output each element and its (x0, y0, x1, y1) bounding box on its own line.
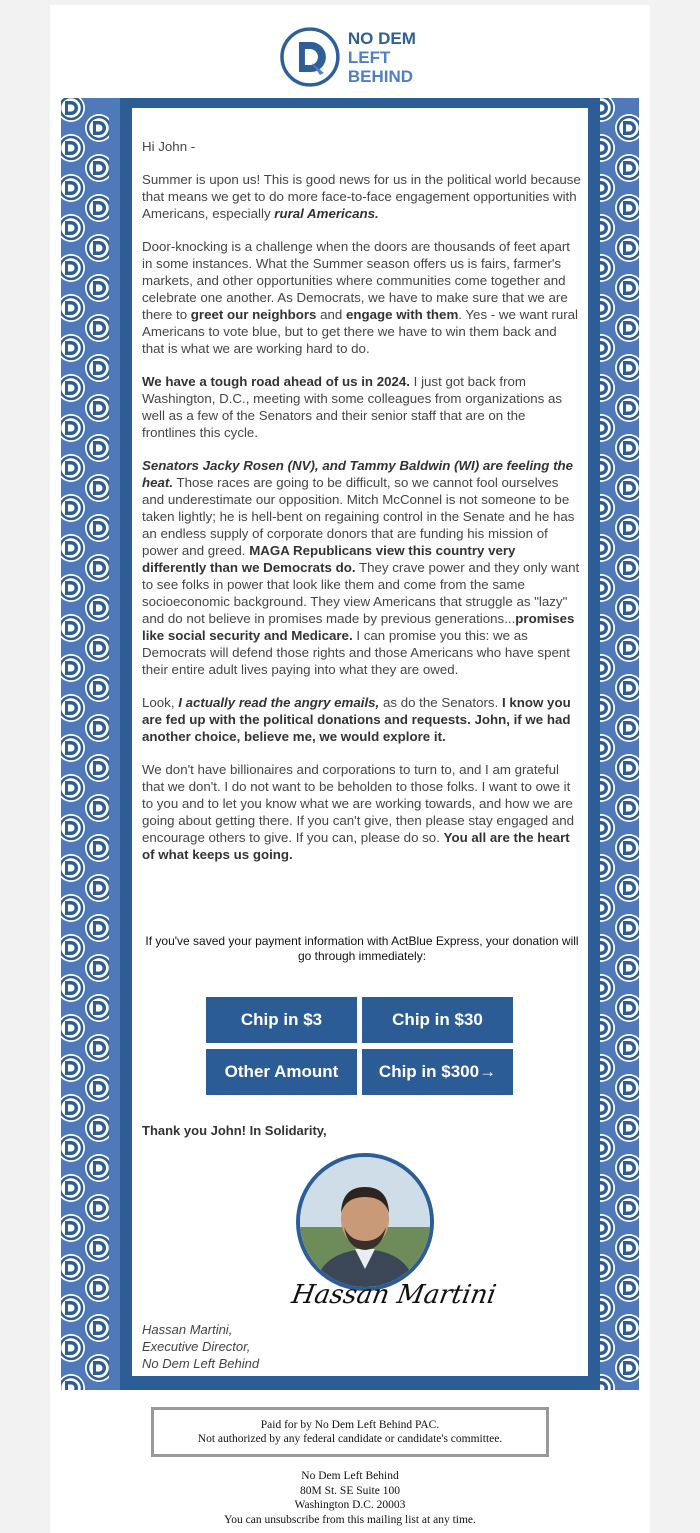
d-pattern-icon (61, 98, 109, 1390)
logo-line-1: NO DEM (347, 28, 416, 48)
emphasis-run: I know you are fed up with the political donations and requests. John, if we had another choice, believe me, we would explore it. (142, 695, 571, 744)
emphasis-run: We have a tough road ahead of us in 2024. (142, 374, 410, 389)
disclaimer-line-1: Paid for by No Dem Left Behind PAC. (260, 1419, 440, 1431)
footer-address-2: Washington D.C. 20003 (294, 1499, 406, 1511)
text-run: Those races are going to be difficult, so we cannot fool ourselves and underestimate our opposition. Mitch McConnel is not someone to be taken lightly; he is hell-bent on regaining control in the Senate and he has an endless supply of corporate donors that are funding his mission of power and greed. (142, 475, 575, 558)
text-run: Summer is upon us! This is good news for us in the political world because that means we get to do more face-to-face engagement opportunities with Americans, especially (142, 172, 581, 221)
emphasis-run: MAGA Republicans view this country very differently than we Democrats do. (142, 543, 516, 575)
email-body (142, 138, 582, 879)
paragraph-tough-road (142, 373, 582, 441)
paragraph-billionaires (142, 761, 582, 863)
text-run: They crave power and they only want to see folks in power that look like them and come from the same socioeconomic background. They view Americans that struggle as "lazy" and do not believe in promises made by previous generations... (142, 560, 580, 626)
logo-wordmark (348, 29, 460, 86)
signer-title: Executive Director, (142, 1339, 251, 1354)
text-run: . Yes - we want rural Americans to vote blue, but to get there we have to win them back and that is what we are working hard to do. (142, 307, 578, 356)
paragraph-door-knocking (142, 238, 582, 357)
footer-address-1: 80M St. SE Suite 100 (299, 1484, 400, 1497)
d-logo-icon (280, 27, 340, 87)
chip-in-30-button[interactable]: Chip in $30 (362, 997, 513, 1043)
emphasis-run: greet our neighbors (190, 307, 317, 322)
emphasis-run: Senators Jacky Rosen (NV), and Tammy Baldwin (WI) are feeling the heat. (142, 458, 574, 490)
signature-block (142, 1321, 259, 1372)
text-run: Door-knocking is a challenge when the doors are thousands of feet apart in some instances. What the Summer season offers us is fairs, farmer's markets, and other opportunities where communities come together and celebrate one another. As Democrats, we have to make sure that we are there to (142, 239, 570, 322)
text-run: I just got back from Washington, D.C., meeting with some colleagues from organizations as well as a few of the Senators and their senior staff that are on the frontlines this cycle. (142, 374, 563, 440)
emphasis-run: rural Americans. (274, 206, 379, 221)
emphasis-run: engage with them (345, 307, 459, 322)
signer-name: Hassan Martini, (142, 1322, 233, 1337)
paragraph-angry-emails (142, 694, 582, 745)
signer-org: No Dem Left Behind (142, 1356, 260, 1371)
unsubscribe-link[interactable]: You can unsubscribe from this mailing list at any time. (224, 1513, 476, 1526)
left-pattern-column (61, 98, 109, 1390)
email-footer (50, 1469, 650, 1527)
emphasis-run: promises like social security and Medicare. (142, 611, 575, 643)
text-run: We don't have billionaires and corporations to turn to, and I am grateful that we don't. I do not want to be beholden to those folks. I want to owe it to you and to let you know what we are working towards, and how we are going about getting there. If you can't give, then please stay engaged and encourage others to give. If you can, please do so. (142, 762, 575, 845)
other-amount-button[interactable]: Other Amount (206, 1049, 357, 1095)
content-panel (132, 108, 588, 1376)
brand-logo[interactable] (280, 27, 460, 87)
logo-line-2: LEFT BEHIND (347, 47, 414, 86)
footer-org: No Dem Left Behind (301, 1470, 399, 1482)
actblue-note: If you've saved your payment information with ActBlue Express, your donation will go through immediately: (145, 934, 579, 963)
closing-line: Thank you John! In Solidarity, (142, 1123, 327, 1138)
handwritten-signature: Hassan Martini (289, 1280, 499, 1310)
chip-in-300-button[interactable]: Chip in $300→ (362, 1049, 513, 1095)
text-run: I can promise you this: we as Democrats will defend those rights and those Americans who have spent their entire adult lives paying into what they are owed. (142, 628, 570, 677)
chip-in-3-button[interactable]: Chip in $3 (206, 997, 357, 1043)
emphasis-run: You all are the heart of what keeps us going. (142, 830, 570, 862)
text-run: Look, (142, 695, 179, 710)
emphasis-run: I actually read the angry emails, (178, 695, 380, 710)
paragraph-senators (142, 457, 582, 678)
portrait-photo (300, 1157, 430, 1287)
greeting: Hi John - (142, 139, 196, 154)
patterned-background (61, 98, 639, 1390)
paragraph-summer (142, 171, 582, 222)
email-header (50, 5, 650, 97)
email-sheet (50, 5, 650, 1533)
paid-for-disclaimer (151, 1407, 549, 1457)
text-run: as do the Senators. (379, 695, 502, 710)
content-frame (120, 98, 600, 1390)
avatar (296, 1153, 434, 1291)
text-run: and (316, 307, 346, 322)
disclaimer-line-2: Not authorized by any federal candidate or candidate's committee. (197, 1433, 503, 1445)
